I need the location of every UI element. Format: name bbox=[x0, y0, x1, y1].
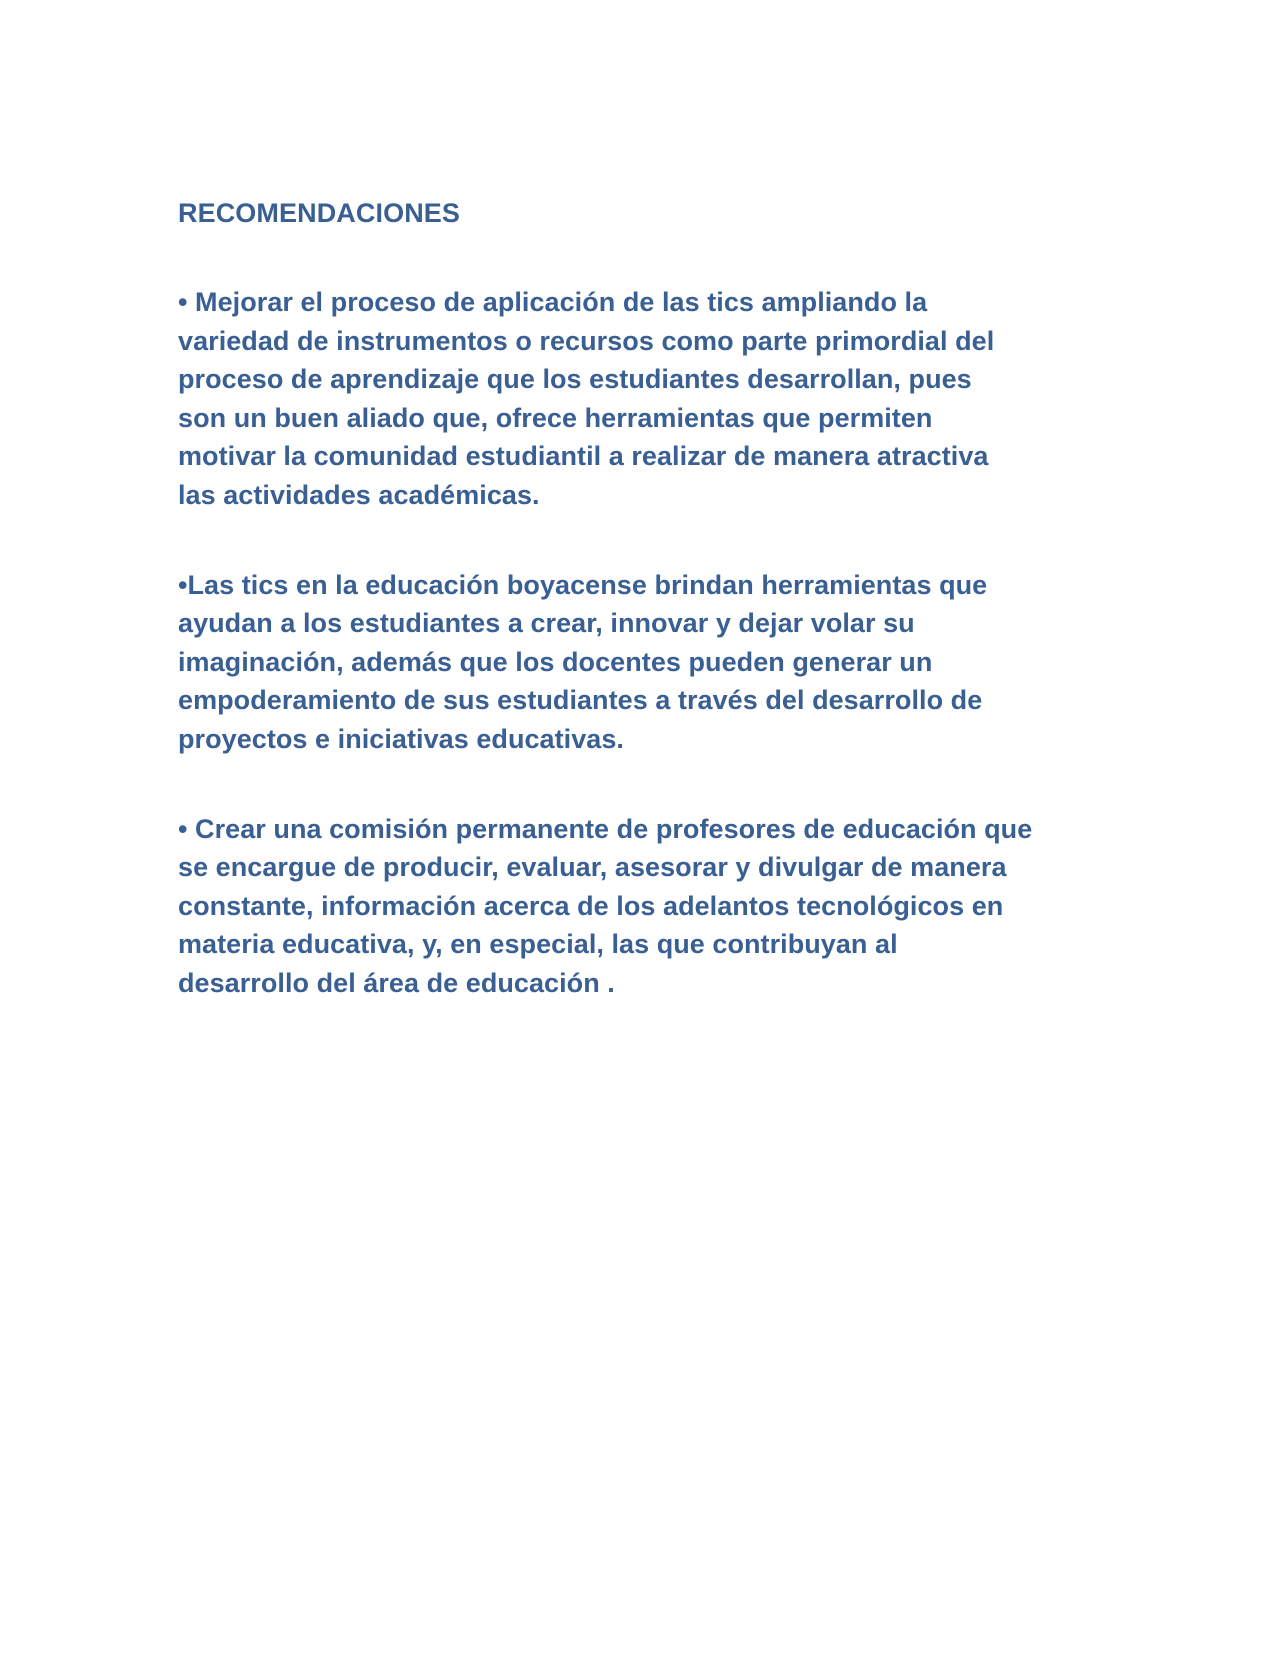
page-title: RECOMENDACIONES bbox=[178, 198, 461, 228]
document-content bbox=[178, 194, 1118, 1054]
recommendation-paragraph-3: • Crear una comisión permanente de profesores de educación que se encargue de producir, evaluar, asesorar y divulgar de manera constante, información acerca de los adelantos tecnológicos en materia educativa, y, en especial, las que contribuyan al desarrollo del área de educación . bbox=[178, 813, 1033, 998]
recommendation-paragraph-1: • Mejorar el proceso de aplicación de las tics ampliando la variedad de instrumentos o recursos como parte primordial del proceso de aprendizaje que los estudiantes desarrollan, pues son un buen aliado que, ofrece herramientas que permiten motivar la comunidad estudiantil a realizar de manera atractiva las actividades académicas. bbox=[178, 287, 995, 510]
recommendation-paragraph-2: •Las tics en la educación boyacense brindan herramientas que ayudan a los estudiantes a crear, innovar y dejar volar su imaginación, además que los docentes pueden generar un empoderamiento de sus estudiantes a través del desarrollo de proyectos e iniciativas educativas. bbox=[178, 569, 988, 754]
